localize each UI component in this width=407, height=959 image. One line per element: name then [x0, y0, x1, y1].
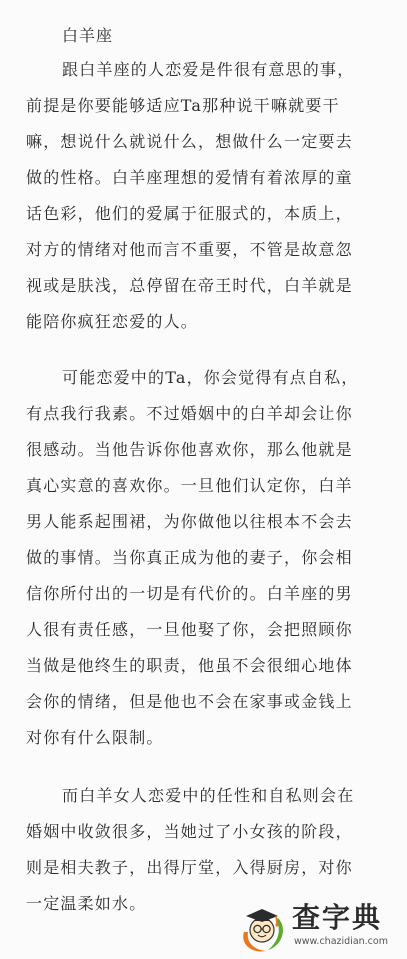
- body-line: 可能恋爱中的Ta，你会觉得有点自私，: [62, 368, 359, 387]
- logo-url: www.chazidian.com: [294, 936, 388, 947]
- graduate-mascot-icon: [238, 898, 288, 954]
- body-line: 信你所付出的一切是有代价的。白羊座的男: [26, 584, 353, 603]
- body-line: 会你的情绪，但是他也不会在家事或金钱上: [26, 692, 353, 711]
- body-line: 人很有责任感，一旦他娶了你，会把照顾你: [26, 620, 353, 639]
- body-line: 对方的情绪对他而言不重要，不管是故意忽: [26, 240, 353, 259]
- body-line: 一定温柔如水。: [26, 894, 147, 913]
- body-line: 视或是肤浅，总停留在帝王时代，白羊就是: [26, 276, 353, 295]
- body-line: 很感动。当他告诉你他喜欢你，那么他就是: [26, 440, 353, 459]
- body-line: 做的性格。白羊座理想的爱情有着浓厚的童: [26, 168, 353, 187]
- body-line: 男人能系起围裙，为你做他以往根本不会去: [26, 512, 353, 531]
- body-line: 对你有什么限制。: [26, 728, 164, 747]
- body-line: 跟白羊座的人恋爱是件很有意思的事，: [62, 60, 355, 79]
- body-line: 婚姻中收敛很多，当她过了小女孩的阶段，: [26, 822, 353, 841]
- body-line: 有点我行我素。不过婚姻中的白羊却会让你: [26, 404, 353, 423]
- body-line: 嘛，想说什么就说什么，想做什么一定要去: [26, 132, 353, 151]
- body-line: 则是相夫教子，出得厅堂，入得厨房，对你: [26, 858, 353, 877]
- body-line: 能陪你疯狂恋爱的人。: [26, 312, 199, 331]
- body-line: 做的事情。当你真正成为他的妻子，你会相: [26, 548, 353, 567]
- body-line: 当做是他终生的职责，他虽不会很细心地体: [26, 656, 353, 675]
- body-line: 真心实意的喜欢你。一旦他们认定你，白羊: [26, 476, 353, 495]
- article-title: 白羊座: [62, 26, 114, 45]
- body-line: 而白羊女人恋爱中的任性和自私则会在: [62, 786, 355, 805]
- site-logo: [238, 898, 398, 954]
- logo-name: 查字典: [292, 901, 383, 934]
- body-line: 话色彩，他们的爱属于征服式的，本质上，: [26, 204, 353, 223]
- body-line: 前提是你要能够适应Ta那种说干嘛就要干: [26, 96, 340, 115]
